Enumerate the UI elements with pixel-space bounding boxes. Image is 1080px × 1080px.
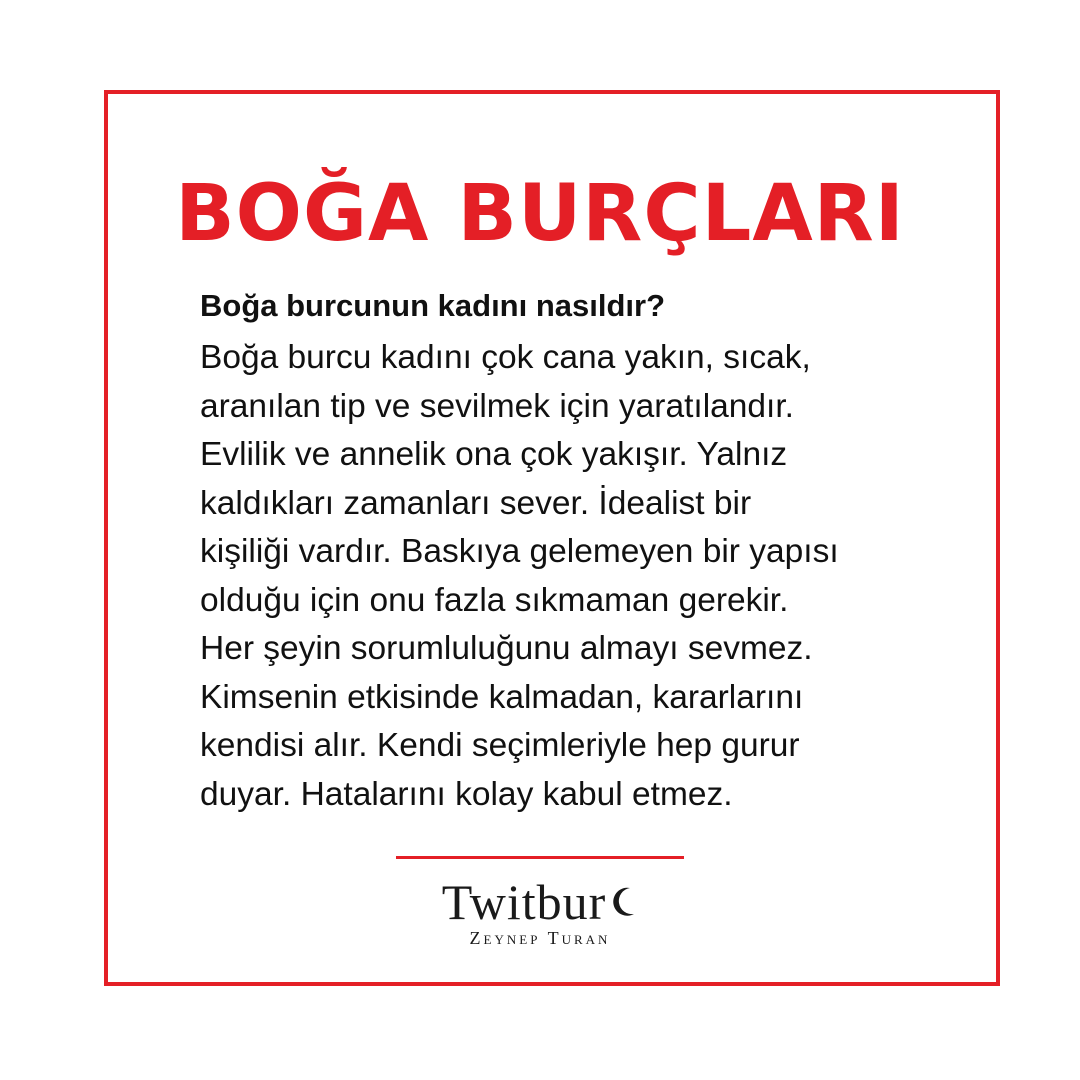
body-line: kişiliği vardır. Baskıya gelemeyen bir yapısı <box>200 533 839 570</box>
brand-wordmark <box>442 872 639 932</box>
body-line: olduğu için onu fazla sıkmaman gerekir. <box>200 581 789 619</box>
body-line: Kimsenin etkisinde kalmadan, kararlarını <box>200 678 804 716</box>
divider-line <box>396 856 684 859</box>
body-text <box>200 334 839 819</box>
body-line: kaldıkları zamanları sever. İdealist bir <box>200 484 752 522</box>
body-line: kendisi alır. Kendi seçimleriyle hep gurur <box>200 727 800 764</box>
brand-logo <box>0 872 1080 948</box>
crescent-moon-icon <box>608 884 638 920</box>
body-line: aranılan tip ve sevilmek için yaratılandır. <box>200 387 794 425</box>
body-line: Evlilik ve annelik ona çok yakışır. Yalnız <box>200 436 788 473</box>
page-title: BOĞA BURÇLARI <box>175 169 905 259</box>
brand-name: Twitbur <box>441 874 607 930</box>
question-heading: Boğa burcunun kadını nasıldır? <box>200 288 666 323</box>
body-line: Boğa burcu kadını çok cana yakın, sıcak, <box>200 339 811 376</box>
body-line: Her şeyin sorumluluğunu almayı sevmez. <box>200 630 813 667</box>
body-line: duyar. Hatalarını kolay kabul etmez. <box>200 775 733 813</box>
brand-author: Zeynep Turan <box>469 928 611 948</box>
